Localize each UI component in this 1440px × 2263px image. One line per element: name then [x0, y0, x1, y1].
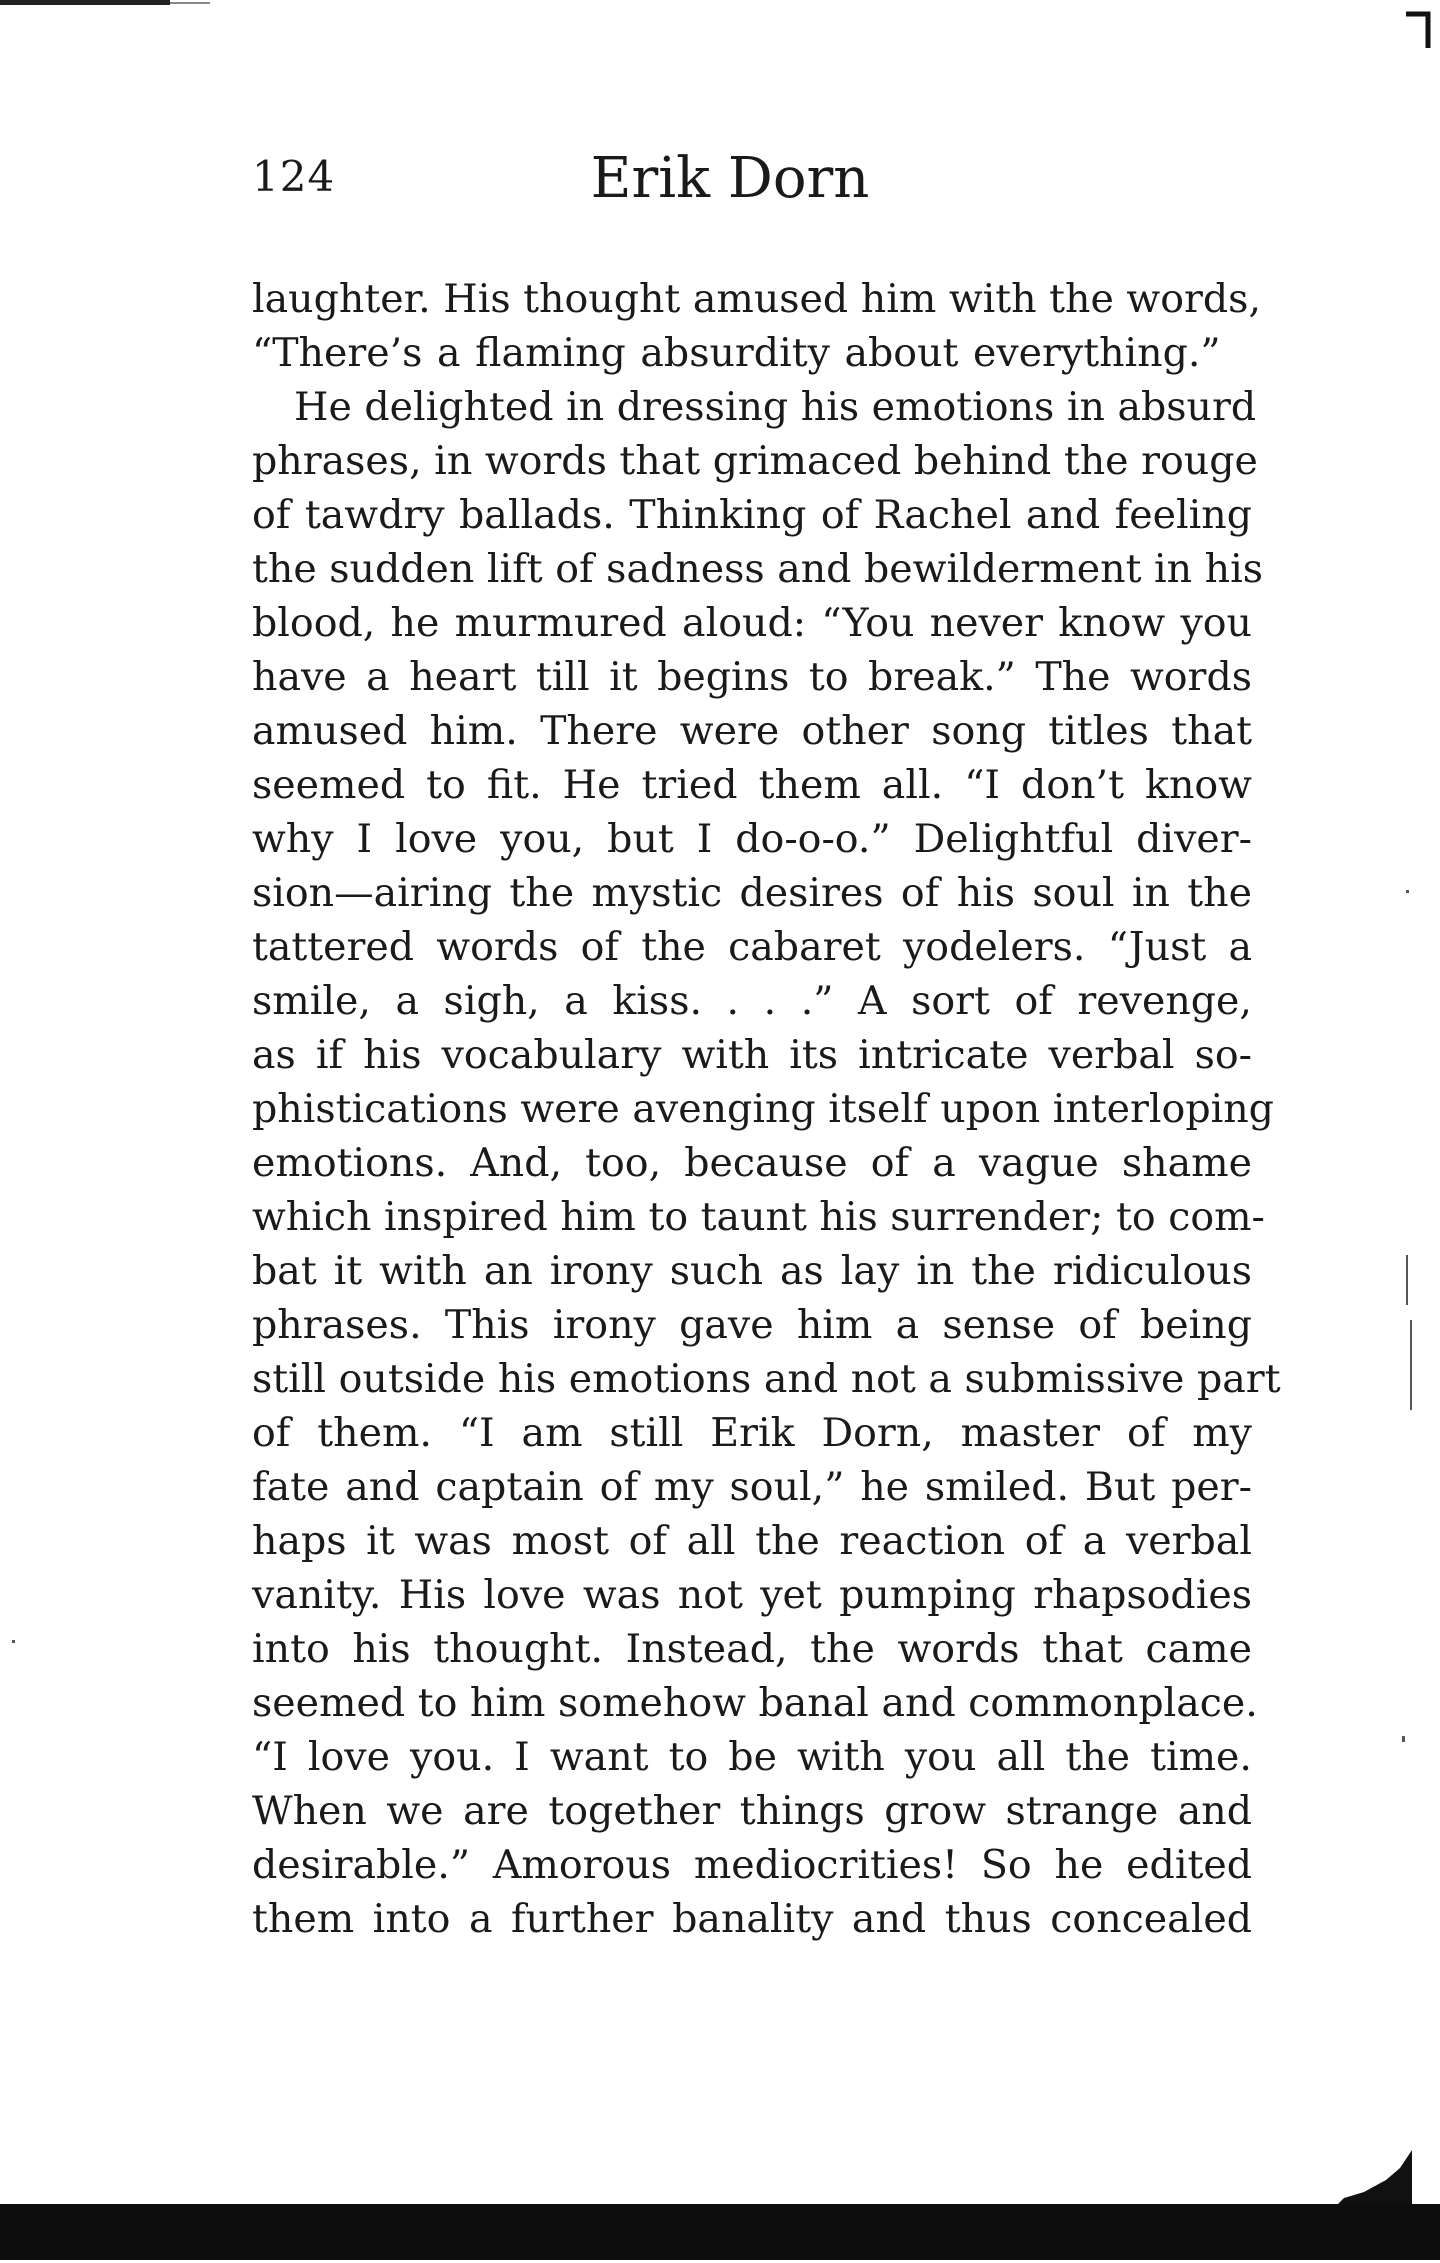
- margin-speck: [1402, 1736, 1405, 1742]
- text-line: haps it was most of all the reaction of a verbal: [252, 1518, 1252, 1564]
- text-line: phistications were avenging itself upon interloping: [252, 1086, 1274, 1132]
- text-line: of them. “I am still Erik Dorn, master of my: [252, 1410, 1252, 1456]
- text-line: why I love you, but I do-o-o.” Delightful diver-: [252, 816, 1252, 862]
- text-line: emotions. And, too, because of a vague shame: [252, 1140, 1252, 1186]
- text-line: blood, he murmured aloud: “You never know you: [252, 600, 1252, 646]
- text-line: tattered words of the cabaret yodelers. “Just a: [252, 924, 1252, 970]
- text-line: amused him. There were other song titles that: [252, 708, 1252, 754]
- text-line: seemed to him somehow banal and commonplace.: [252, 1680, 1258, 1726]
- corner-bracket-mark: [1406, 10, 1432, 50]
- text-line: the sudden lift of sadness and bewilderment in his: [252, 546, 1263, 592]
- text-line: bat it with an irony such as lay in the ridiculous: [252, 1248, 1252, 1294]
- running-title: Erik Dorn: [590, 146, 870, 211]
- text-line: smile, a sigh, a kiss. . . .” A sort of revenge,: [252, 978, 1252, 1024]
- scan-smudge: [1334, 2150, 1412, 2208]
- text-line: seemed to fit. He tried them all. “I don’t know: [252, 762, 1252, 808]
- text-line: of tawdry ballads. Thinking of Rachel and feeling: [252, 492, 1252, 538]
- text-line: which inspired him to taunt his surrender; to com-: [252, 1194, 1265, 1240]
- margin-speck: [1406, 890, 1409, 893]
- text-line: them into a further banality and thus concealed: [252, 1896, 1252, 1942]
- text-line: When we are together things grow strange and: [252, 1788, 1252, 1834]
- text-line: “There’s a flaming absurdity about everything.”: [252, 330, 1221, 376]
- text-line: phrases, in words that grimaced behind the rouge: [252, 438, 1258, 484]
- page-number: 124: [252, 152, 336, 201]
- scan-edge-rule: [0, 0, 170, 5]
- text-line: desirable.” Amorous mediocrities! So he edited: [252, 1842, 1252, 1888]
- text-line: sion—airing the mystic desires of his soul in the: [252, 870, 1252, 916]
- text-line: phrases. This irony gave him a sense of being: [252, 1302, 1252, 1348]
- text-line: He delighted in dressing his emotions in absurd: [294, 384, 1257, 430]
- text-line: into his thought. Instead, the words that came: [252, 1626, 1252, 1672]
- scan-bottom-edge: [0, 2204, 1440, 2260]
- scan-edge-rule-faint: [170, 2, 210, 4]
- text-line: as if his vocabulary with its intricate verbal so-: [252, 1032, 1252, 1078]
- text-line: fate and captain of my soul,” he smiled. But per-: [252, 1464, 1252, 1510]
- margin-speck: [1406, 1255, 1408, 1305]
- text-line: vanity. His love was not yet pumping rhapsodies: [252, 1572, 1252, 1618]
- body-text: [252, 272, 1281, 1946]
- text-line: laughter. His thought amused him with the words,: [252, 276, 1262, 322]
- text-line: “I love you. I want to be with you all the time.: [252, 1734, 1252, 1780]
- margin-speck: [12, 1640, 15, 1643]
- margin-speck: [1410, 1320, 1412, 1410]
- text-line: still outside his emotions and not a submissive part: [252, 1356, 1281, 1402]
- text-line: have a heart till it begins to break.” The words: [252, 654, 1252, 700]
